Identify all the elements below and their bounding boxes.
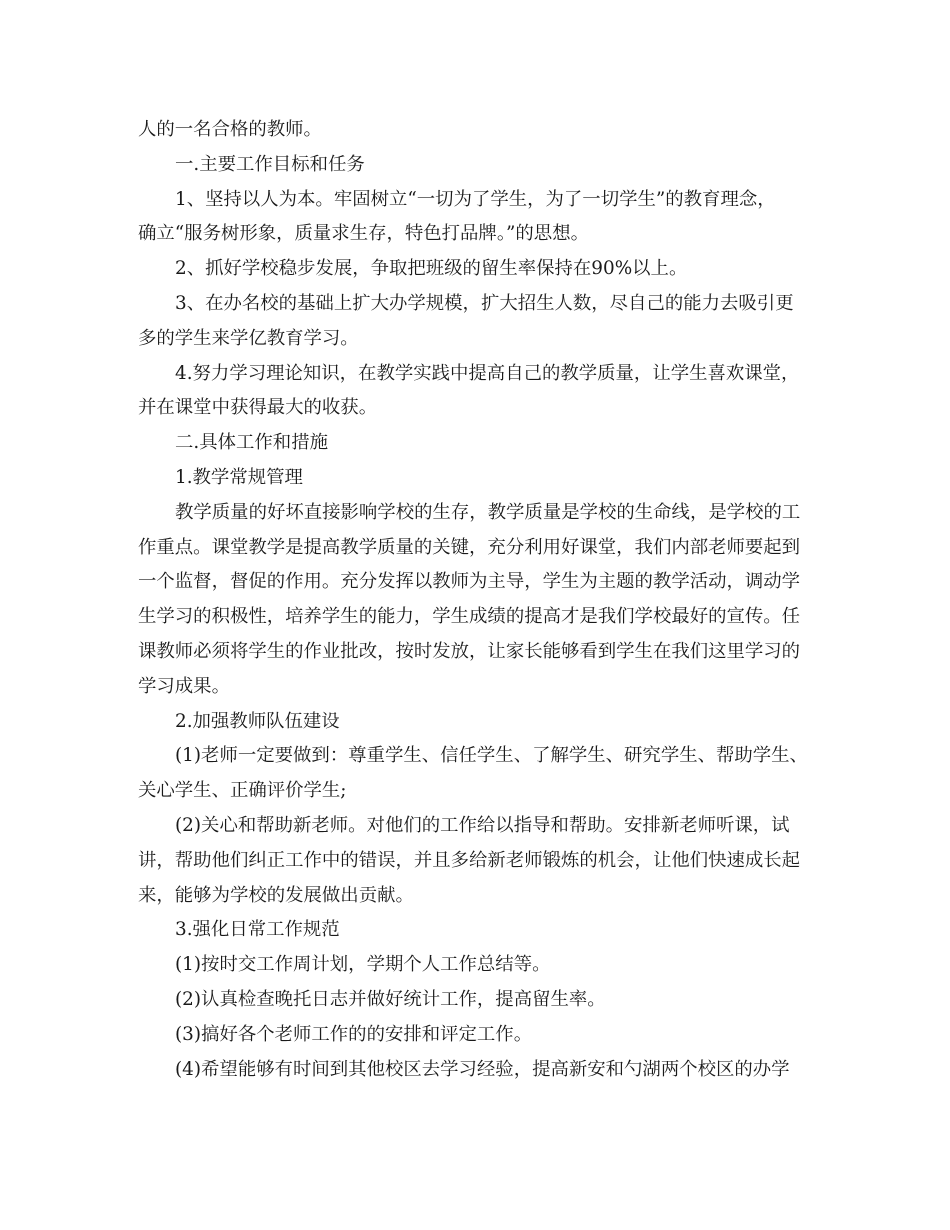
text-line: 讲，帮助他们纠正工作中的错误，并且多给新老师锻炼的机会，让他们快速成长起 [138,849,801,871]
text-line: 确立“服务树形象，质量求生存，特色打品牌。”的思想。 [138,223,589,245]
text-line: 来，能够为学校的发展做出贡献。 [138,884,414,906]
text-line: (1)按时交工作周计划，学期个人工作总结等。 [175,954,551,976]
text-line: (1)老师一定要做到：尊重学生、信任学生、了解学生、研究学生、帮助学生、 [175,745,808,767]
text-line: 2、抓好学校稳步发展，争取把班级的留生率保持在90%以上。 [175,258,688,280]
text-line: 多的学生来学亿教育学习。 [138,327,359,349]
text-line: 并在课堂中获得最大的收获。 [138,397,378,419]
text-line: 1、坚持以人为本。牢固树立“一切为了学生，为了一切学生”的教育理念， [175,188,776,210]
text-line: (4)希望能够有时间到其他校区去学习经验，提高新安和勺湖两个校区的办学 [175,1058,790,1080]
text-line: 一个监督，督促的作用。充分发挥以教师为主导，学生为主题的教学活动，调动学 [138,571,801,593]
text-line: 关心学生、正确评价学生; [138,780,347,802]
text-line: 作重点。课堂教学是提高教学质量的关键，充分利用好课堂，我们内部老师要起到 [138,536,801,558]
text-line: 4.努力学习理论知识，在教学实践中提高自己的教学质量，让学生喜欢课堂， [175,362,800,384]
text-line: (2)关心和帮助新老师。对他们的工作给以指导和帮助。安排新老师听课，试 [175,814,790,836]
text-line: 人的一名合格的教师。 [138,119,322,140]
text-line: 1.教学常规管理 [175,466,303,488]
text-line: 生学习的积极性，培养学生的能力，学生成绩的提高才是我们学校最好的宣传。任 [138,606,801,628]
text-line: 3、在办名校的基础上扩大办学规模，扩大招生人数，尽自己的能力去吸引更 [175,292,794,314]
text-line: (2)认真检查晚托日志并做好统计工作，提高留生率。 [175,988,606,1010]
text-line: 3.强化日常工作规范 [175,919,340,941]
text-line: 一.主要工作目标和任务 [175,153,365,175]
text-line: (3)搞好各个老师工作的的安排和评定工作。 [175,1023,533,1045]
text-line: 学习成果。 [138,675,230,697]
text-line: 课教师必须将学生的作业批改，按时发放，让家长能够看到学生在我们这里学习的 [138,640,801,662]
document-body [138,113,822,1087]
text-line: 二.具体工作和措施 [175,432,328,454]
text-line: 教学质量的好坏直接影响学校的生存，教学质量是学校的生命线，是学校的工 [175,501,801,523]
text-line: 2.加强教师队伍建设 [175,710,340,732]
